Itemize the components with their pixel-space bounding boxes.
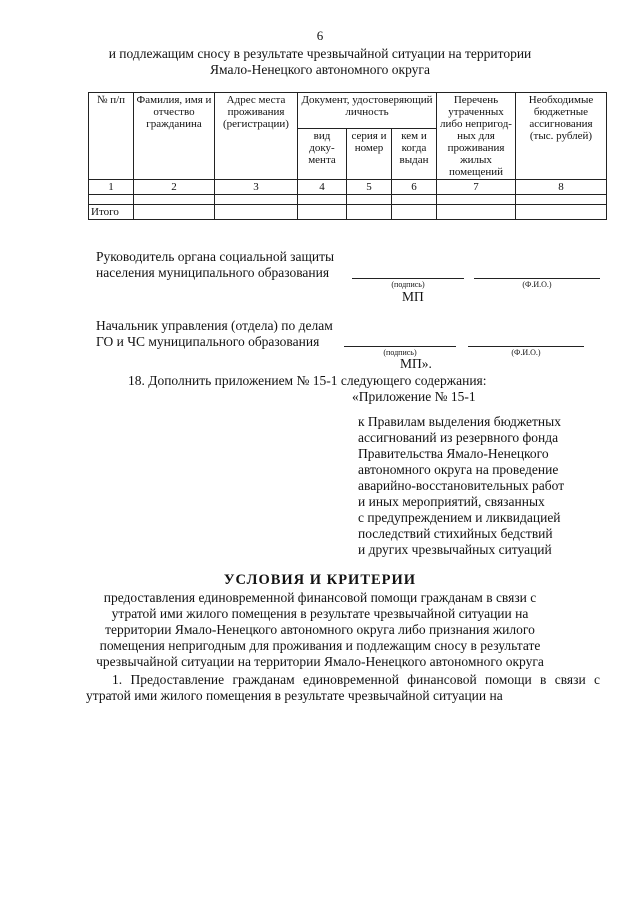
subtitle-line: территории Ямало-Ненецкого автономного округа либо признания жилого — [105, 622, 535, 637]
sig1-line2: населения муниципального образования — [96, 265, 330, 280]
header-name: Фамилия, имя и отчество гражданина — [134, 93, 215, 180]
header-lost-housing: Перечень утраченных либо непригод-ных для проживания жилых помещений — [437, 93, 516, 180]
column-number: 7 — [437, 180, 516, 195]
column-number: 5 — [347, 180, 392, 195]
subtitle-line: чрезвычайной ситуации на территории Ямало-Ненецкого автономного округа — [96, 654, 544, 669]
appendix-line: Правительства Ямало-Ненецкого — [358, 446, 549, 461]
header-doc-type: вид доку-мента — [298, 128, 347, 179]
column-number: 6 — [392, 180, 437, 195]
sig1-stamp: МП — [402, 289, 424, 304]
sig1-sign-line — [352, 278, 464, 279]
column-number: 3 — [215, 180, 298, 195]
intro-line: Ямало-Ненецкого автономного округа — [210, 62, 430, 77]
appendix-line: автономного округа на проведение — [358, 462, 559, 477]
sig2-caption-fio: (Ф.И.О.) — [511, 348, 541, 357]
subtitle-line: утратой ими жилого помещения в результате чрезвычайной ситуации на — [111, 606, 529, 621]
sig2-caption-sign: (подпись) — [383, 348, 417, 357]
sig2-sign-line — [344, 346, 456, 347]
subtitle-line: помещения непригодным для проживания и подлежащим сносу в результате — [99, 638, 541, 653]
sig1-fio-line — [474, 278, 600, 279]
column-number: 1 — [89, 180, 134, 195]
appendix-line: и других чрезвычайных ситуаций — [358, 542, 552, 557]
document-title: УСЛОВИЯ И КРИТЕРИИ — [223, 572, 417, 588]
header-doc-issued: кем и когда выдан — [392, 128, 437, 179]
appendix-line: аварийно-восстановительных работ — [358, 478, 565, 493]
sig1-caption-fio: (Ф.И.О.) — [522, 280, 552, 289]
paragraph-1: 1. Предоставление гражданам единовременной финансовой помощи в связи с утратой ими жилого помещения в результате чрезвычайной ситуации на — [86, 672, 600, 703]
header-doc-series: серия и номер — [347, 128, 392, 179]
intro-heading — [60, 46, 580, 78]
page-number: 6 — [316, 28, 324, 43]
header-document: Документ, удостоверяющий личность — [298, 93, 437, 129]
appendix-description — [358, 414, 598, 558]
sig2-line1: Начальник управления (отдела) по делам — [96, 318, 333, 333]
item-18: 18. Дополнить приложением № 15-1 следующего содержания: — [128, 373, 487, 388]
intro-line: и подлежащим сносу в результате чрезвычайной ситуации на территории — [108, 46, 532, 61]
subtitle-line: предоставления единовременной финансовой помощи гражданам в связи с — [103, 590, 537, 605]
column-number: 2 — [134, 180, 215, 195]
appendix-line: с предупреждением и ликвидацией — [358, 510, 561, 525]
sig1-caption-sign: (подпись) — [391, 280, 425, 289]
header-num: № п/п — [89, 93, 134, 180]
sig2-line2: ГО и ЧС муниципального образования — [96, 334, 320, 349]
document-subtitle — [80, 590, 560, 670]
recipients-table — [88, 92, 607, 220]
total-label: Итого — [89, 205, 134, 220]
empty-row — [89, 195, 607, 205]
sig1-line1: Руководитель органа социальной защиты — [96, 249, 335, 264]
header-budget: Необходимые бюджетные ассигнования (тыс. рублей) — [516, 93, 607, 180]
sig2-fio-line — [468, 346, 584, 347]
appendix-label: «Приложение № 15-1 — [352, 389, 476, 404]
appendix-line: и иных мероприятий, связанных — [358, 494, 545, 509]
appendix-line: к Правилам выделения бюджетных — [358, 414, 561, 429]
header-address: Адрес места проживания (регистрации) — [215, 93, 298, 180]
sig2-stamp: МП». — [400, 356, 432, 371]
appendix-line: ассигнований из резервного фонда — [358, 430, 559, 445]
appendix-line: последствий стихийных бедствий — [358, 526, 553, 541]
column-number: 4 — [298, 180, 347, 195]
column-number: 8 — [516, 180, 607, 195]
